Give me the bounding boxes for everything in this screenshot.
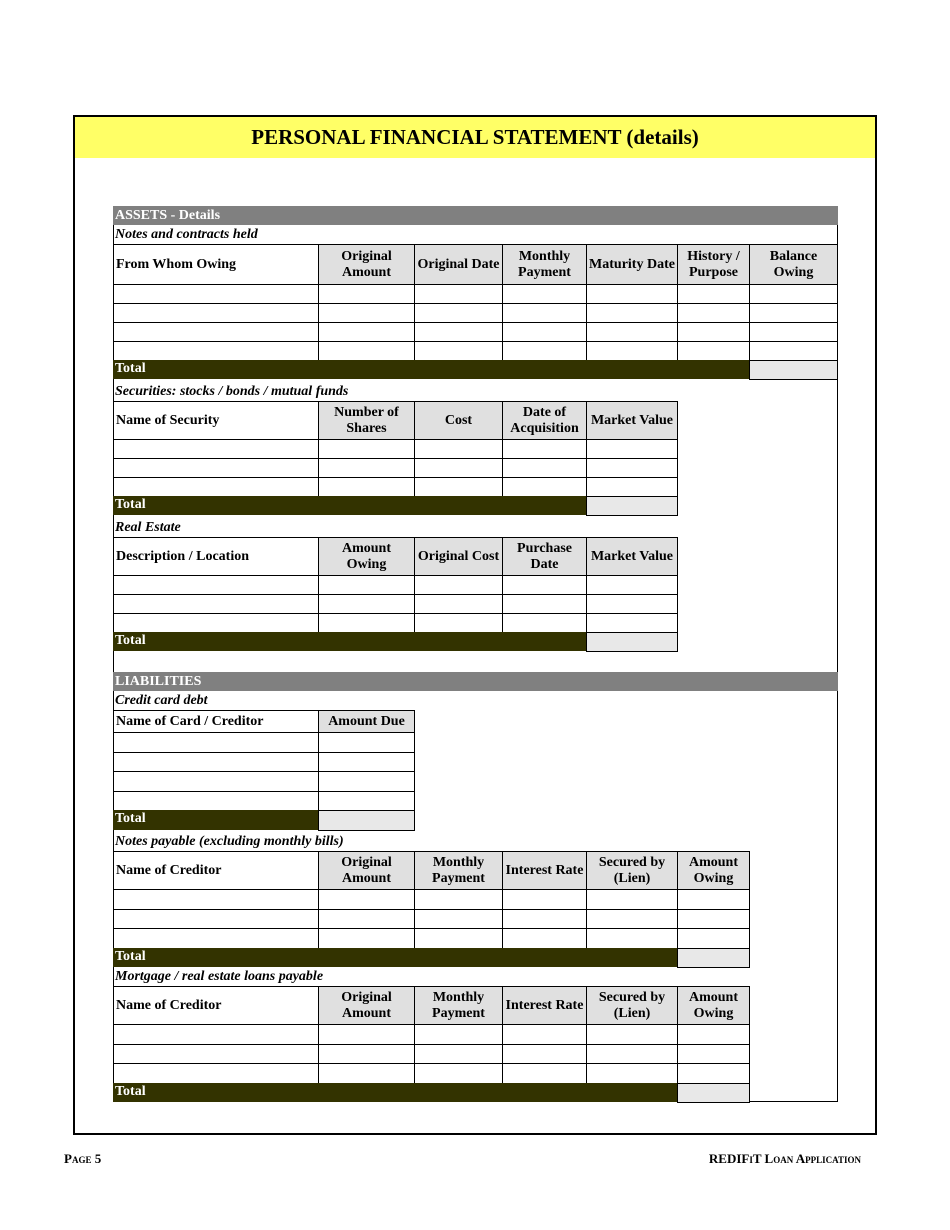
notes-held-header-4 <box>586 244 678 285</box>
notes-held-row-1-cell-2[interactable] <box>414 303 503 323</box>
credit-card-row-0-cell-0[interactable] <box>113 732 319 753</box>
notes-held-total-cell-3 <box>502 360 586 379</box>
mortgage-row-1-cell-3[interactable] <box>502 1044 587 1065</box>
credit-card-row-2-cell-0[interactable] <box>113 771 319 792</box>
mortgage-row-0-cell-5[interactable] <box>677 1024 750 1045</box>
mortgage-total-value[interactable] <box>677 1083 750 1104</box>
notes-held-total-value[interactable] <box>749 360 838 380</box>
real-estate-row-1-cell-3[interactable] <box>502 594 587 614</box>
mortgage-header-1 <box>318 986 415 1025</box>
real-estate-row-0-cell-0[interactable] <box>113 575 319 595</box>
mortgage-row-1-cell-4[interactable] <box>586 1044 678 1065</box>
securities-row-2-cell-4[interactable] <box>586 477 678 497</box>
notes-payable-row-2-cell-1[interactable] <box>318 928 415 949</box>
real-estate-row-1-cell-1[interactable] <box>318 594 415 614</box>
credit-card-row-2-cell-1[interactable] <box>318 771 415 792</box>
notes-payable-row-0-cell-4[interactable] <box>586 889 678 910</box>
notes-held-header-1 <box>318 244 415 285</box>
notes-held-row-3-cell-5[interactable] <box>677 341 750 361</box>
notes-held-row-3-cell-4[interactable] <box>586 341 678 361</box>
credit-card-row-1-cell-1[interactable] <box>318 752 415 773</box>
notes-payable-header-1-text: Original Amount <box>341 854 392 886</box>
notes-payable-row-1-cell-0[interactable] <box>113 909 319 930</box>
notes-payable-header-3-text: Interest Rate <box>505 862 584 878</box>
securities-header-1-text: Number of Shares <box>334 404 399 436</box>
notes-held-total-cell-2 <box>414 360 502 379</box>
securities-header-4 <box>586 401 678 440</box>
securities-row-0-cell-1[interactable] <box>318 439 415 459</box>
mortgage-header-4 <box>586 986 678 1025</box>
notes-held-total-label: Total <box>113 360 318 379</box>
real-estate-header-4 <box>586 537 678 576</box>
real-estate-row-0-cell-4[interactable] <box>586 575 678 595</box>
mortgage-row-2-cell-4[interactable] <box>586 1063 678 1084</box>
notes-held-row-2-cell-5[interactable] <box>677 322 750 342</box>
securities-row-0-cell-4[interactable] <box>586 439 678 459</box>
mortgage-total-cell-1 <box>318 1083 414 1103</box>
securities-header-0-text: Name of Security <box>116 413 220 428</box>
real-estate-header-0-text: Description / Location <box>116 549 249 564</box>
notes-payable-row-2-cell-4[interactable] <box>586 928 678 949</box>
mortgage-row-0-cell-2[interactable] <box>414 1024 503 1045</box>
securities-row-0-cell-2[interactable] <box>414 439 503 459</box>
real-estate-row-2-cell-1[interactable] <box>318 613 415 633</box>
securities-row-1-cell-3[interactable] <box>502 458 587 478</box>
notes-payable-row-2-cell-0[interactable] <box>113 928 319 949</box>
notes-payable-header-2 <box>414 851 503 890</box>
notes-payable-row-0-cell-0[interactable] <box>113 889 319 910</box>
real-estate-total-label: Total <box>113 632 318 651</box>
notes-payable-header-1 <box>318 851 415 890</box>
notes-held-row-2-cell-6[interactable] <box>749 322 838 342</box>
notes-payable-row-1-cell-5[interactable] <box>677 909 750 930</box>
securities-row-0-cell-0[interactable] <box>113 439 319 459</box>
notes-payable-total-value[interactable] <box>677 948 750 969</box>
notes-payable-header-3 <box>502 851 587 890</box>
mortgage-total-cell-4 <box>586 1083 677 1103</box>
notes-held-row-1-cell-3[interactable] <box>502 303 587 323</box>
credit-card-label: Credit card debt <box>115 693 208 708</box>
notes-held-row-1-cell-4[interactable] <box>586 303 678 323</box>
notes-payable-row-0-cell-1[interactable] <box>318 889 415 910</box>
real-estate-row-0-cell-3[interactable] <box>502 575 587 595</box>
notes-held-row-2-cell-4[interactable] <box>586 322 678 342</box>
real-estate-header-2 <box>414 537 503 576</box>
notes-held-total-cell-4 <box>586 360 677 379</box>
real-estate-row-2-cell-0[interactable] <box>113 613 319 633</box>
mortgage-row-0-cell-1[interactable] <box>318 1024 415 1045</box>
real-estate-total-cell-3 <box>502 632 586 651</box>
mortgage-row-1-cell-1[interactable] <box>318 1044 415 1065</box>
notes-payable-row-1-cell-2[interactable] <box>414 909 503 930</box>
notes-held-header-5-text: History / Purpose <box>687 248 740 280</box>
notes-held-row-2-cell-1[interactable] <box>318 322 415 342</box>
notes-payable-total-cell-4 <box>586 948 677 968</box>
securities-row-2-cell-1[interactable] <box>318 477 415 497</box>
mortgage-header-5 <box>677 986 750 1025</box>
securities-row-2-cell-0[interactable] <box>113 477 319 497</box>
credit-card-header-0-text: Name of Card / Creditor <box>116 714 264 729</box>
notes-held-header-2-text: Original Date <box>417 256 500 272</box>
document-name: REDIFiT Loan Application <box>708 1151 861 1166</box>
mortgage-row-0-cell-4[interactable] <box>586 1024 678 1045</box>
credit-card-header-1 <box>318 710 415 733</box>
securities-header-2-text: Cost <box>444 412 473 428</box>
securities-row-2-cell-2[interactable] <box>414 477 503 497</box>
liabilities-band: LIABILITIES <box>113 672 838 691</box>
mortgage-header-3-text: Interest Rate <box>505 997 584 1013</box>
real-estate-label: Real Estate <box>115 520 181 535</box>
securities-total-cell-2 <box>414 496 502 515</box>
securities-header-3 <box>502 401 587 440</box>
notes-held-row-1-cell-1[interactable] <box>318 303 415 323</box>
notes-held-header-0-text: From Whom Owing <box>116 257 237 272</box>
real-estate-row-0-cell-2[interactable] <box>414 575 503 595</box>
real-estate-row-1-cell-2[interactable] <box>414 594 503 614</box>
mortgage-label: Mortgage / real estate loans payable <box>115 969 324 984</box>
real-estate-header-0 <box>113 537 319 576</box>
real-estate-row-1-cell-0[interactable] <box>113 594 319 614</box>
notes-held-total-cell-1 <box>318 360 414 379</box>
notes-held-row-1-cell-5[interactable] <box>677 303 750 323</box>
real-estate-row-2-cell-3[interactable] <box>502 613 587 633</box>
securities-total-label: Total <box>113 496 318 515</box>
notes-payable-row-2-cell-5[interactable] <box>677 928 750 949</box>
notes-payable-header-4-text: Secured by (Lien) <box>598 854 666 886</box>
real-estate-header-1-text: Amount Owing <box>341 540 391 572</box>
notes-held-header-5 <box>677 244 750 285</box>
credit-card-total-label: Total <box>113 810 318 830</box>
notes-payable-row-1-cell-3[interactable] <box>502 909 587 930</box>
securities-total-value[interactable] <box>586 496 678 516</box>
notes-held-header-6-text: Balance Owing <box>769 248 818 280</box>
notes-held-row-0-cell-5[interactable] <box>677 284 750 304</box>
notes-held-row-3-cell-3[interactable] <box>502 341 587 361</box>
page-number: Page 5 <box>64 1151 102 1166</box>
notes-held-header-3 <box>502 244 587 285</box>
credit-card-header-1-text: Amount Due <box>328 713 405 729</box>
securities-row-1-cell-4[interactable] <box>586 458 678 478</box>
notes-payable-row-1-cell-1[interactable] <box>318 909 415 930</box>
securities-total-cell-1 <box>318 496 414 515</box>
credit-card-row-1-cell-0[interactable] <box>113 752 319 773</box>
notes-payable-header-5 <box>677 851 750 890</box>
notes-held-row-3-cell-6[interactable] <box>749 341 838 361</box>
real-estate-total-cell-1 <box>318 632 414 651</box>
mortgage-row-0-cell-0[interactable] <box>113 1024 319 1045</box>
securities-header-2 <box>414 401 503 440</box>
credit-card-row-3-cell-1[interactable] <box>318 791 415 812</box>
real-estate-total-value[interactable] <box>586 632 678 652</box>
mortgage-row-2-cell-5[interactable] <box>677 1063 750 1084</box>
mortgage-header-4-text: Secured by (Lien) <box>598 989 666 1021</box>
notes-payable-header-0-text: Name of Creditor <box>116 863 222 878</box>
mortgage-row-1-cell-2[interactable] <box>414 1044 503 1065</box>
notes-held-row-0-cell-1[interactable] <box>318 284 415 304</box>
notes-held-row-0-cell-2[interactable] <box>414 284 503 304</box>
notes-payable-total-label: Total <box>113 948 318 968</box>
notes-held-row-3-cell-1[interactable] <box>318 341 415 361</box>
notes-held-total-cell-5 <box>677 360 749 379</box>
notes-held-label: Notes and contracts held <box>115 227 258 242</box>
notes-payable-label: Notes payable (excluding monthly bills) <box>115 834 344 849</box>
notes-held-row-0-cell-6[interactable] <box>749 284 838 304</box>
notes-held-row-1-cell-0[interactable] <box>113 303 319 323</box>
real-estate-header-1 <box>318 537 415 576</box>
credit-card-header-0 <box>113 710 319 733</box>
notes-payable-row-0-cell-2[interactable] <box>414 889 503 910</box>
notes-payable-row-2-cell-2[interactable] <box>414 928 503 949</box>
notes-payable-header-5-text: Amount Owing <box>688 854 738 886</box>
notes-held-header-3-text: Monthly Payment <box>518 248 571 280</box>
securities-row-2-cell-3[interactable] <box>502 477 587 497</box>
assets-band: ASSETS - Details <box>113 206 838 225</box>
mortgage-header-2 <box>414 986 503 1025</box>
notes-held-row-3-cell-0[interactable] <box>113 341 319 361</box>
mortgage-header-0-text: Name of Creditor <box>116 998 222 1013</box>
notes-held-header-4-text: Maturity Date <box>589 256 675 272</box>
notes-payable-header-4 <box>586 851 678 890</box>
notes-payable-total-cell-3 <box>502 948 586 968</box>
notes-held-header-2 <box>414 244 503 285</box>
real-estate-header-3 <box>502 537 587 576</box>
mortgage-header-1-text: Original Amount <box>341 989 392 1021</box>
mortgage-header-5-text: Amount Owing <box>688 989 738 1021</box>
notes-payable-header-2-text: Monthly Payment <box>432 854 485 886</box>
mortgage-header-3 <box>502 986 587 1025</box>
notes-held-row-3-cell-2[interactable] <box>414 341 503 361</box>
mortgage-row-1-cell-0[interactable] <box>113 1044 319 1065</box>
mortgage-row-2-cell-0[interactable] <box>113 1063 319 1084</box>
securities-header-0 <box>113 401 319 440</box>
credit-card-total-value[interactable] <box>318 810 415 831</box>
notes-held-row-2-cell-0[interactable] <box>113 322 319 342</box>
securities-total-cell-3 <box>502 496 586 515</box>
notes-held-row-0-cell-0[interactable] <box>113 284 319 304</box>
page-title: PERSONAL FINANCIAL STATEMENT (details) <box>75 117 875 158</box>
mortgage-header-2-text: Monthly Payment <box>432 989 485 1021</box>
securities-row-1-cell-0[interactable] <box>113 458 319 478</box>
mortgage-total-cell-2 <box>414 1083 502 1103</box>
mortgage-row-2-cell-2[interactable] <box>414 1063 503 1084</box>
real-estate-header-4-text: Market Value <box>590 548 674 564</box>
securities-row-1-cell-2[interactable] <box>414 458 503 478</box>
real-estate-header-2-text: Original Cost <box>417 548 500 564</box>
securities-row-1-cell-1[interactable] <box>318 458 415 478</box>
notes-payable-row-2-cell-3[interactable] <box>502 928 587 949</box>
credit-card-row-0-cell-1[interactable] <box>318 732 415 753</box>
mortgage-total-cell-3 <box>502 1083 586 1103</box>
mortgage-row-0-cell-3[interactable] <box>502 1024 587 1045</box>
credit-card-row-3-cell-0[interactable] <box>113 791 319 812</box>
securities-header-1 <box>318 401 415 440</box>
notes-payable-row-0-cell-5[interactable] <box>677 889 750 910</box>
real-estate-total-cell-2 <box>414 632 502 651</box>
notes-held-row-2-cell-2[interactable] <box>414 322 503 342</box>
mortgage-row-1-cell-5[interactable] <box>677 1044 750 1065</box>
notes-held-header-1-text: Original Amount <box>341 248 392 280</box>
real-estate-row-1-cell-4[interactable] <box>586 594 678 614</box>
real-estate-header-3-text: Purchase Date <box>517 540 572 572</box>
securities-header-4-text: Market Value <box>590 412 674 428</box>
notes-payable-header-0 <box>113 851 319 890</box>
notes-payable-total-cell-1 <box>318 948 414 968</box>
notes-held-row-2-cell-3[interactable] <box>502 322 587 342</box>
mortgage-row-2-cell-1[interactable] <box>318 1063 415 1084</box>
notes-held-header-6 <box>749 244 838 285</box>
mortgage-header-0 <box>113 986 319 1025</box>
notes-payable-row-1-cell-4[interactable] <box>586 909 678 930</box>
notes-payable-total-cell-2 <box>414 948 502 968</box>
securities-row-0-cell-3[interactable] <box>502 439 587 459</box>
notes-held-row-0-cell-3[interactable] <box>502 284 587 304</box>
securities-label: Securities: stocks / bonds / mutual funds <box>115 384 349 399</box>
real-estate-row-2-cell-4[interactable] <box>586 613 678 633</box>
notes-payable-row-0-cell-3[interactable] <box>502 889 587 910</box>
securities-header-3-text: Date of Acquisition <box>510 404 579 436</box>
mortgage-total-label: Total <box>113 1083 318 1103</box>
real-estate-row-0-cell-1[interactable] <box>318 575 415 595</box>
mortgage-row-2-cell-3[interactable] <box>502 1063 587 1084</box>
notes-held-header-0 <box>113 244 319 285</box>
notes-held-row-0-cell-4[interactable] <box>586 284 678 304</box>
notes-held-row-1-cell-6[interactable] <box>749 303 838 323</box>
real-estate-row-2-cell-2[interactable] <box>414 613 503 633</box>
